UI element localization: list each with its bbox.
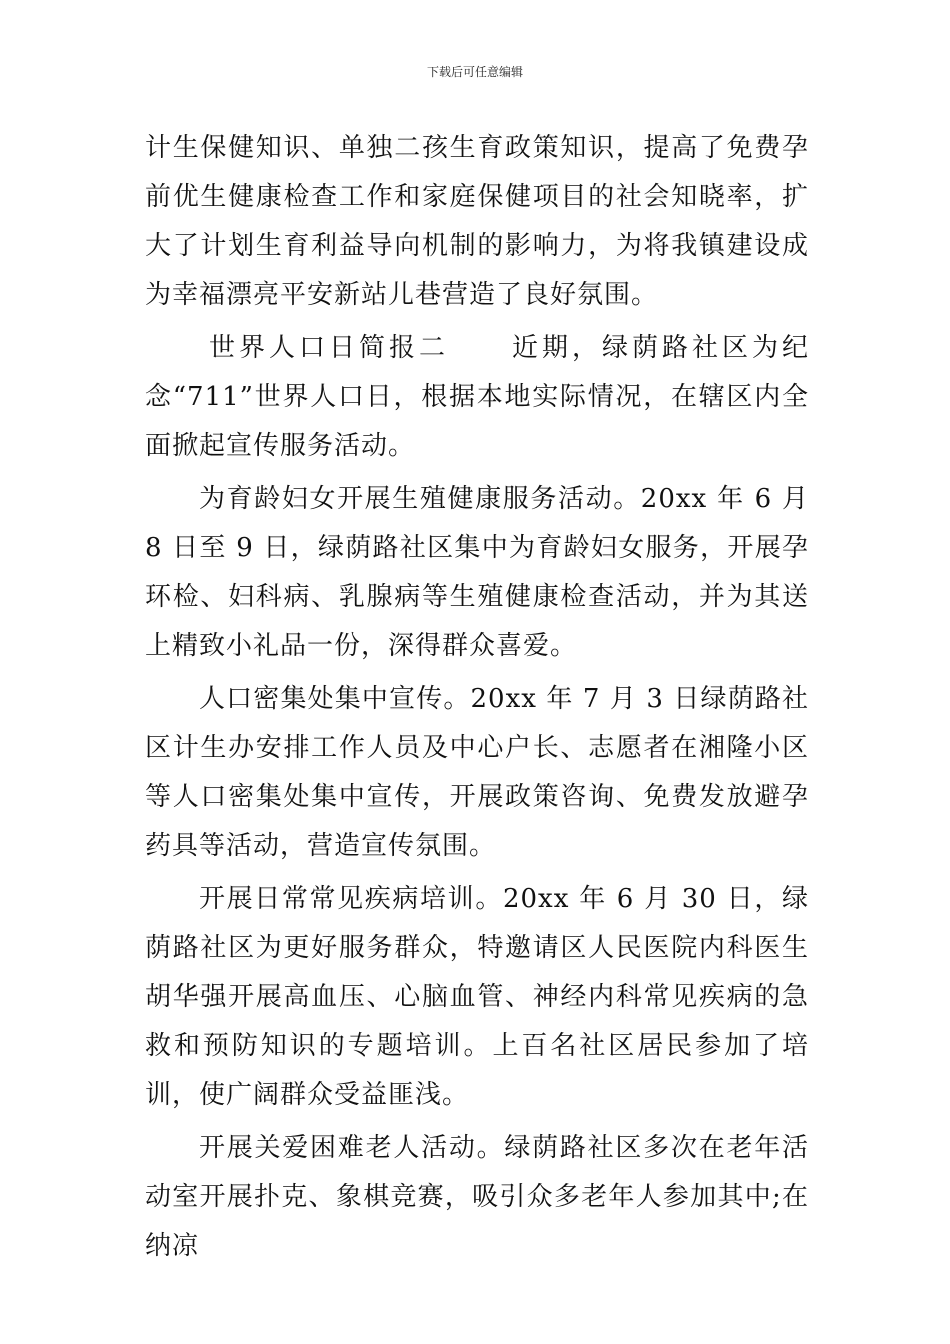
header-note: 下载后可任意编辑 — [426, 65, 523, 79]
section-title: 世界人口日简报二 — [209, 333, 449, 363]
paragraph-4: 人口密集处集中宣传。20xx 年 7 月 3 日绿荫路社区计生办安排工作人员及中心户长、志愿者在湘隆小区等人口密集处集中宣传，开展政策咨询、免费发放避孕药具等活动，营造宣传氛围。 — [145, 684, 809, 861]
paragraph-2: 近期，绿荫路社区为纪念“711”世界人口日，根据本地实际情况，在辖区内全面掀起宣传服务活动。 — [145, 333, 809, 461]
paragraph-6: 开展关爱困难老人活动。绿荫路社区多次在老年活动室开展扑克、象棋竞赛，吸引众多老年人参加其中;在纳凉 — [145, 1133, 809, 1261]
document-body — [145, 124, 809, 1271]
paragraph-3: 为育龄妇女开展生殖健康服务活动。20xx 年 6 月 8 日至 9 日，绿荫路社区集中为育龄妇女服务，开展孕环检、妇科病、乳腺病等生殖健康检查活动，并为其送上精致小礼品一份，深得群众喜爱。 — [145, 484, 809, 661]
paragraph-5: 开展日常常见疾病培训。20xx 年 6 月 30 日，绿荫路社区为更好服务群众，特邀请区人民医院内科医生胡华强开展高血压、心脑血管、神经内科常见疾病的急救和预防知识的专题培训。上百名社区居民参加了培训，使广阔群众受益匪浅。 — [145, 884, 809, 1110]
paragraph-1: 计生保健知识、单独二孩生育政策知识，提高了免费孕前优生健康检查工作和家庭保健项目的社会知晓率，扩大了计划生育利益导向机制的影响力，为将我镇建设成为幸福漂亮平安新站儿巷营造了良好氛围。 — [145, 133, 809, 310]
section-title-paragraph — [145, 324, 809, 471]
